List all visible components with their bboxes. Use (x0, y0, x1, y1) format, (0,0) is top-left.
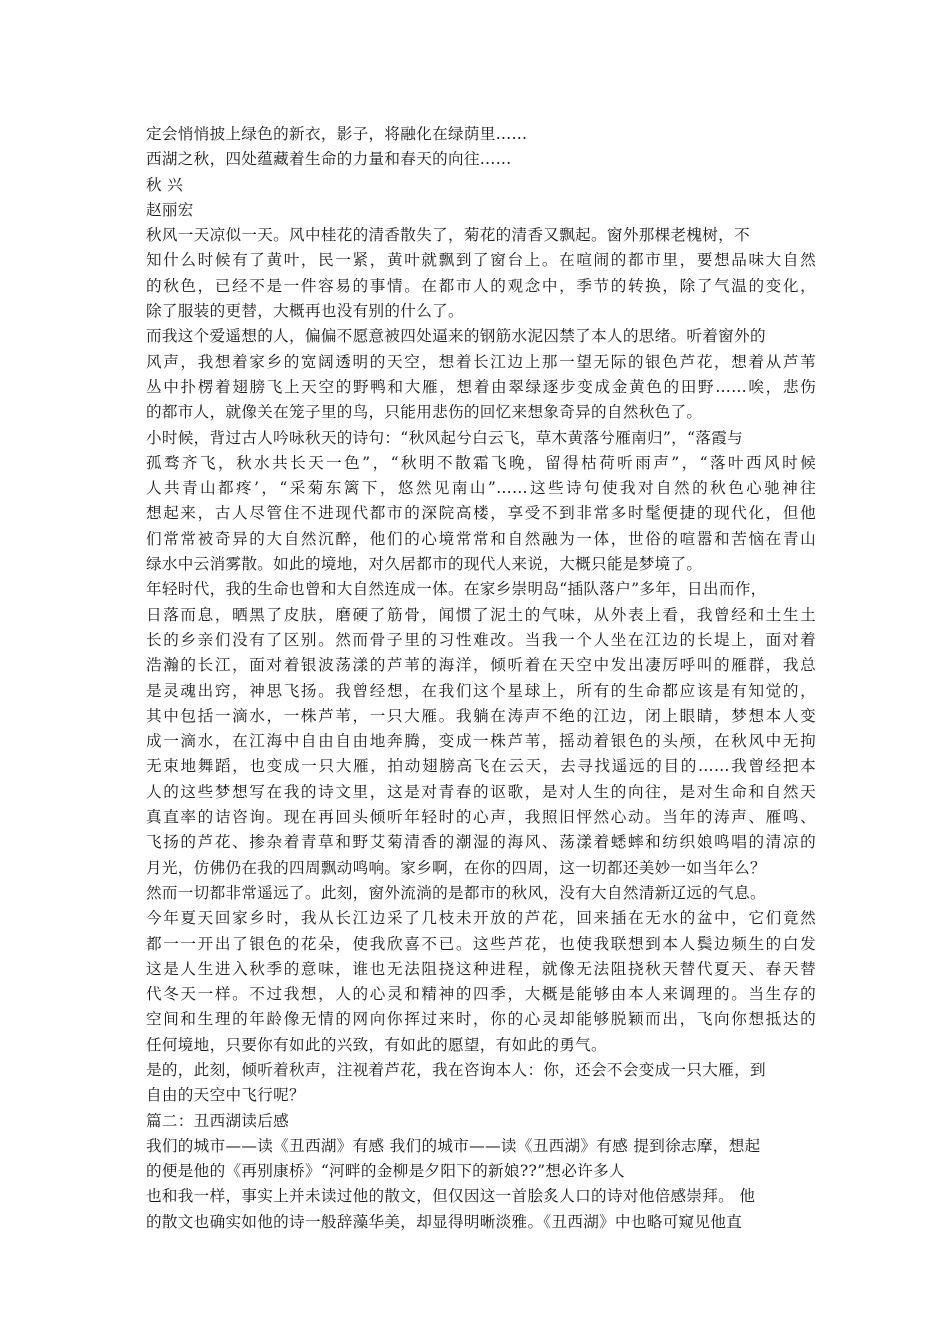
text-line: 飞扬的芦花、掺杂着青草和野艾菊清香的潮湿的海风、荡漾着蟋蟀和纺织娘鸣唱的清凉的 (146, 833, 816, 852)
text-line: 无束地舞蹈，也变成一只大雁，拍动翅膀高飞在云天，去寻找遥远的目的……我曾经把本 (146, 757, 816, 776)
text-line: 然而一切都非常遥远了。此刻，窗外流淌的是都市的秋风，没有大自然清新辽远的气息。 (146, 883, 766, 902)
text-line: 代冬天一样。不过我想，人的心灵和精神的四季，大概是能够由本人来调理的。当生存的 (146, 985, 816, 1004)
text-line: 我们的城市——读《丑西湖》有感 我们的城市——读《丑西湖》有感 提到徐志摩，想起 (146, 1136, 761, 1155)
text-line: 真直率的诘咨询。现在再回头倾听年轻时的心声，我照旧怦然心动。当年的涛声、雁鸣、 (146, 808, 816, 827)
text-line: 除了服装的更替，大概再也没有别的什么了。 (146, 302, 464, 321)
text-line: 的都市人，就像关在笼子里的鸟，只能用悲伤的回忆来想象奇异的自然秋色了。 (146, 403, 703, 422)
text-line: 的便是他的《再别康桥》“河畔的金柳是夕阳下的新娘??”想必许多人 (146, 1162, 625, 1181)
text-line: 成一滴水，在江海中自由自由地奔腾，变成一株芦苇，摇动着银色的头颅，在秋风中无拘 (146, 732, 816, 751)
text-line: 人的这些梦想写在我的诗文里，这是对青春的讴歌，是对人生的向往，是对生命和自然天 (146, 782, 816, 801)
text-line: 是灵魂出窍，神思飞扬。我曾经想，在我们这个星球上，所有的生命都应该是有知觉的， (146, 681, 816, 700)
text-line: 月光，仿佛仍在我的四周飘动鸣响。家乡啊，在你的四周，这一切都还美妙一如当年么？ (146, 858, 766, 877)
text-line: 而我这个爱遥想的人，偏偏不愿意被四处逼来的钢筋水泥囚禁了本人的思绪。听着窗外的 (146, 327, 766, 346)
text-line: 风声，我想着家乡的宽阔透明的天空，想着长江边上那一望无际的银色芦花，想着从芦苇 (146, 352, 816, 371)
text-line: 定会悄悄披上绿色的新衣，影子，将融化在绿荫里…… (146, 125, 528, 143)
text-line: 是的，此刻，倾听着秋声，注视着芦花，我在咨询本人：你，还会不会变成一只大雁，到 (146, 1060, 766, 1079)
text-line: 日落而息，晒黑了皮肤，磨硬了筋骨，闻惯了泥土的气味，从外表上看，我曾经和土生土 (146, 605, 816, 624)
text-line: 年轻时代，我的生命也曾和大自然连成一体。在家乡崇明岛“插队落户”多年，日出而作， (146, 580, 767, 599)
text-line: 自由的天空中飞行呢？ (146, 1086, 305, 1105)
text-line: 知什么时候有了黄叶，民一紧，黄叶就飘到了窗台上。在喧闹的都市里，要想品味大自然 (146, 251, 816, 270)
text-line: 秋风一天凉似一天。风中桂花的清香散失了，菊花的清香又飘起。窗外那棵老槐树，不 (146, 226, 750, 245)
text-line: 的散文也确实如他的诗一般辞藻华美，却显得明晰淡雅。《丑西湖》中也略可窥见他直 (146, 1212, 743, 1231)
text-line: 绿水中云消雾散。如此的境地，对久居都市的现代人来说，大概只能是梦境了。 (146, 555, 703, 574)
text-line: 人共青山都疼’，“采菊东篱下，悠然见南山”……这些诗句使我对自然的秋色心驰神往 (146, 479, 816, 498)
text-line: 想起来，古人尽管住不进现代都市的深院高楼，享受不到非常多时髦便捷的现代化，但他 (146, 504, 816, 523)
text-line: 都一一开出了银色的花朵，使我欣喜不已。这些芦花，也使我联想到本人鬓边频生的白发 (146, 934, 816, 953)
text-line: 赵丽宏 (146, 200, 194, 219)
text-line: 小时候，背过古人吟咏秋天的诗句：“秋风起兮白云飞，草木黄落兮雁南归”，“落霞与 (146, 428, 743, 447)
text-line: 西湖之秋，四处蕴藏着生命的力量和春天的向往…… (146, 150, 512, 169)
text-line: 浩瀚的长江，面对着银波荡漾的芦苇的海洋，倾听着在天空中发出凄厉呼叫的雁群，我总 (146, 656, 816, 675)
text-line: 们常常被奇异的大自然沉醉，他们的心境常常和自然融为一体，世俗的喧嚣和苦恼在青山 (146, 529, 816, 548)
text-line: 的秋色，已经不是一件容易的事情。在都市人的观念中，季节的转换，除了气温的变化， (146, 276, 816, 295)
text-line: 篇二：丑西湖读后感 (146, 1111, 290, 1130)
text-line: 这是人生进入秋季的意味，谁也无法阻挠这种进程，就像无法阻挠秋天替代夏天、春天替 (146, 959, 816, 978)
text-line: 其中包括一滴水，一株芦苇，一只大雁。我躺在涛声不绝的江边，闭上眼睛，梦想本人变 (146, 706, 816, 725)
text-line: 长的乡亲们没有了区别。然而骨子里的习性难改。当我一个人坐在江边的长堤上，面对着 (146, 630, 816, 649)
text-line: 丛中扑楞着翅膀飞上天空的野鸭和大雁，想着由翠绿逐步变成金黄色的田野……唉，悲伤 (146, 377, 816, 396)
text-line: 今年夏天回家乡时，我从长江边采了几枝未开放的芦花，回来插在无水的盆中，它们竟然 (146, 909, 816, 928)
text-line: 任何境地，只要你有如此的兴致，有如此的愿望，有如此的勇气。 (146, 1035, 607, 1054)
text-line: 孤骛齐飞，秋水共长天一色”，“秋明不散霜飞晚，留得枯荷听雨声”，“落叶西风时候 (146, 453, 816, 472)
text-line: 秋 兴 (146, 175, 184, 194)
text-line: 也和我一样，事实上并未读过他的散文，但仅因这一首脍炙人口的诗对他倍感崇拜。 他 (146, 1187, 756, 1206)
text-line: 空间和生理的年龄像无情的网向你挥过来时，你的心灵却能够脱颖而出，飞向你想抵达的 (146, 1010, 816, 1029)
document-body (146, 122, 816, 1235)
